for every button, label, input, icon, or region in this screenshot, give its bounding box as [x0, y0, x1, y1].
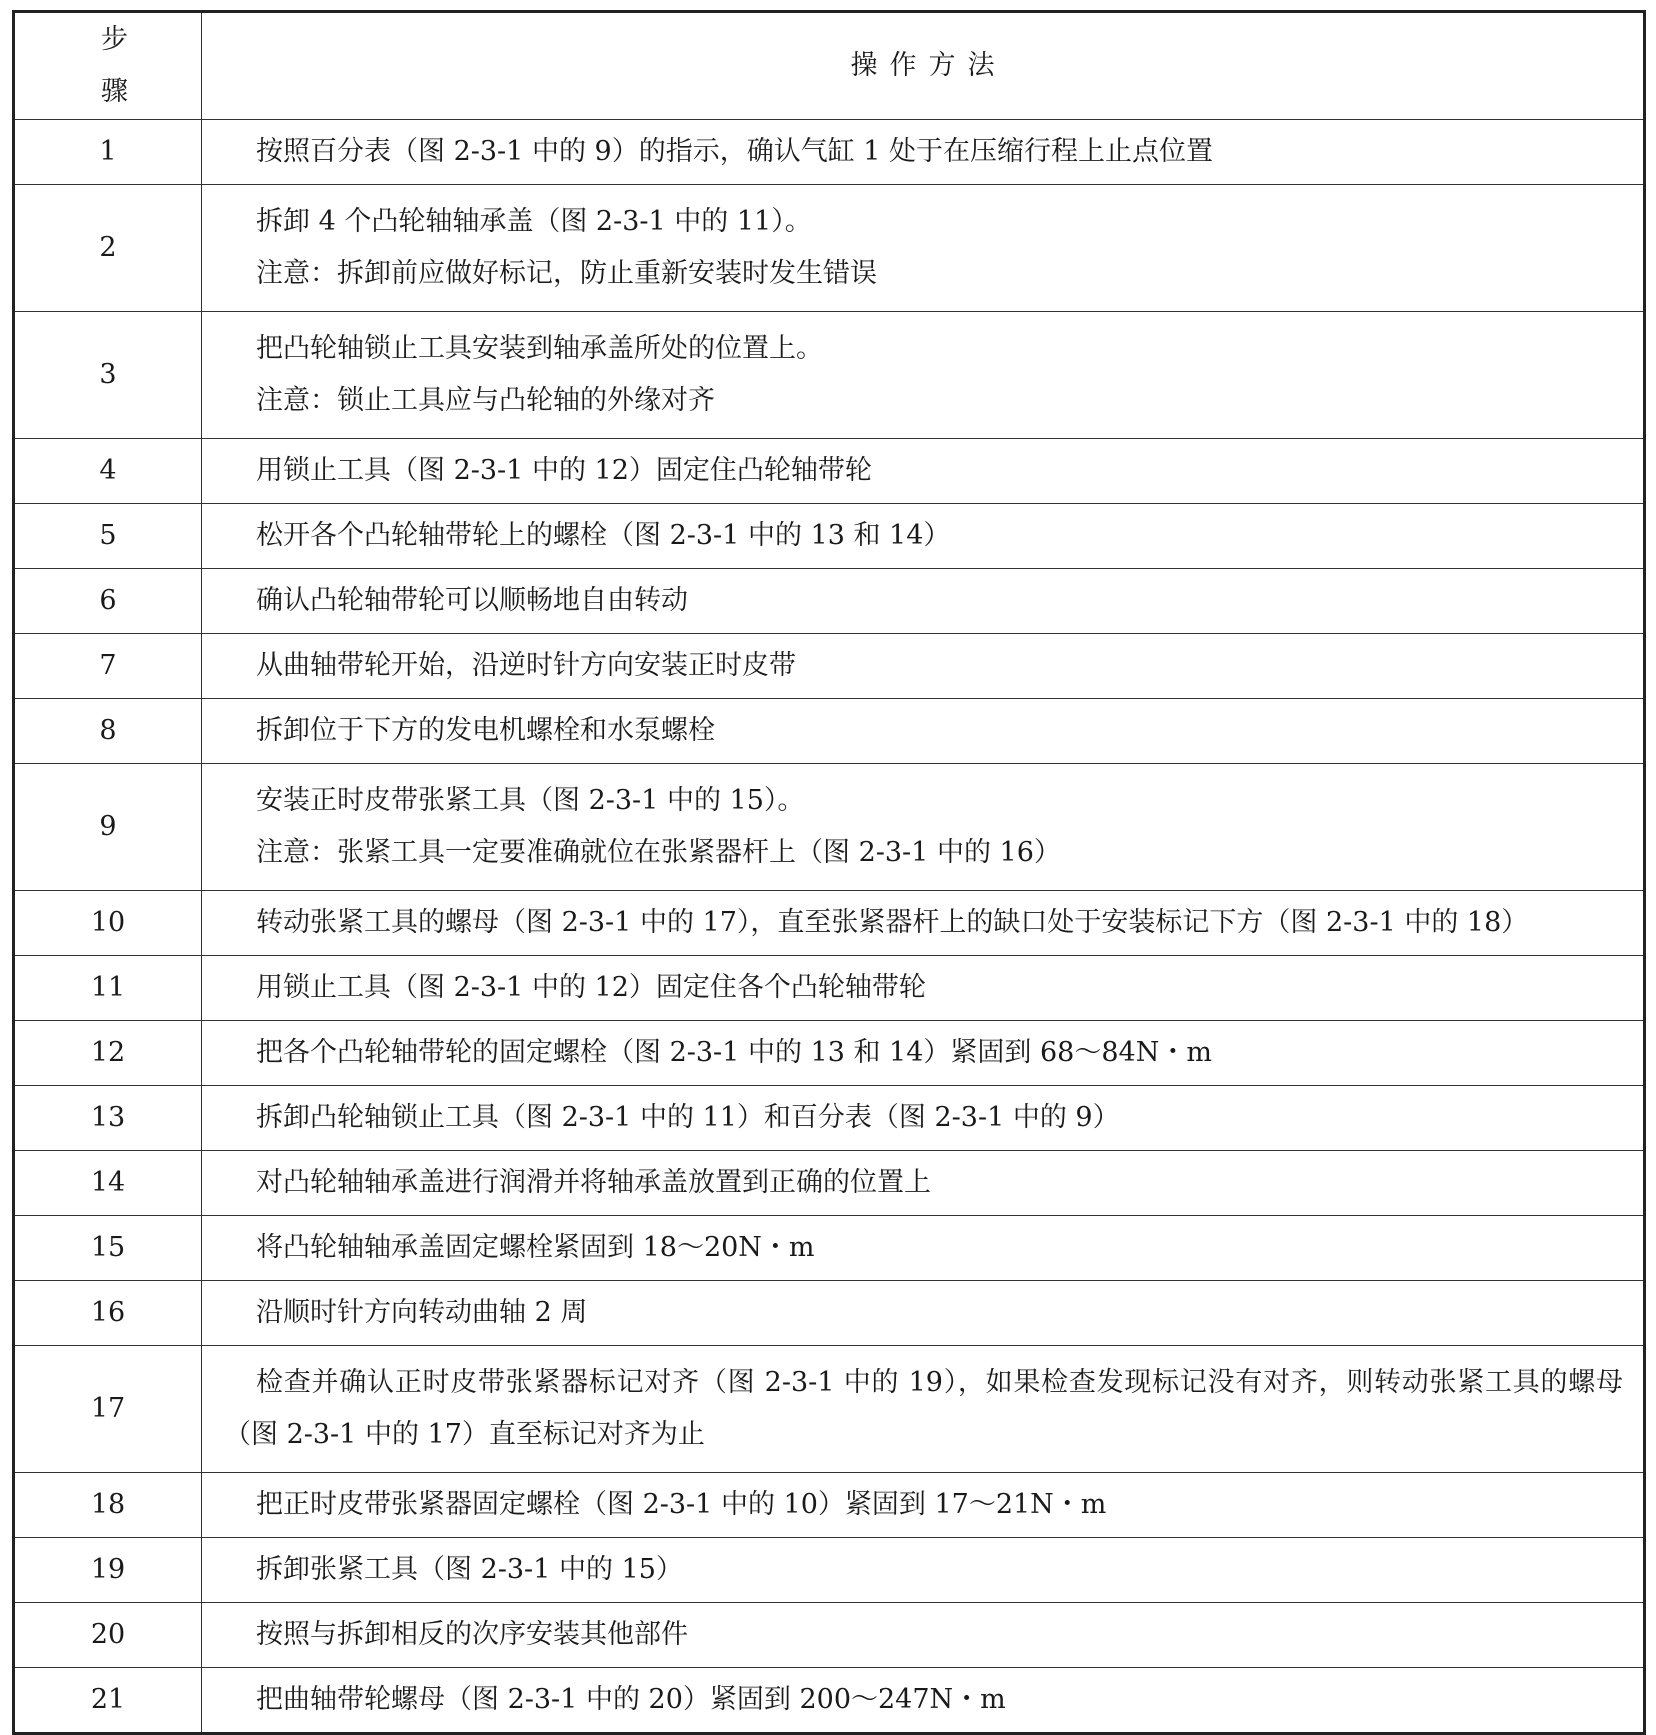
header-step	[14, 12, 356, 120]
method-cell	[202, 1603, 1645, 1668]
method-text: 将凸轮轴轴承盖固定螺栓紧固到 18～20N・m	[256, 1232, 815, 1263]
method-cell	[202, 312, 1645, 439]
table-row	[14, 1538, 1645, 1603]
method-cell	[202, 891, 1645, 956]
method-note: 注意：锁止工具应与凸轮轴的外缘对齐	[256, 385, 715, 416]
step-number: 1	[14, 120, 202, 185]
table-row	[14, 120, 1645, 185]
header-method-label: 操作方法	[850, 50, 1007, 81]
method-note: 注意：张紧工具一定要准确就位在张紧器杆上（图 2-3-1 中的 16）	[256, 837, 1061, 868]
method-cell	[202, 569, 1645, 634]
table-row	[14, 1151, 1645, 1216]
table-row	[14, 1603, 1645, 1668]
table-row	[14, 634, 1645, 699]
method-cell	[202, 1473, 1645, 1538]
step-number: 13	[14, 1086, 202, 1151]
table-row	[14, 1216, 1645, 1281]
step-number: 20	[14, 1603, 202, 1668]
method-text: 把各个凸轮轴带轮的固定螺栓（图 2-3-1 中的 13 和 14）紧固到 68～84N・m	[256, 1037, 1212, 1068]
table-row	[14, 1473, 1645, 1538]
step-number: 5	[14, 504, 202, 569]
step-number: 7	[14, 634, 202, 699]
step-number: 10	[14, 891, 202, 956]
step-number: 6	[14, 569, 202, 634]
method-text: 沿顺时针方向转动曲轴 2 周	[256, 1297, 588, 1328]
method-text: 安装正时皮带张紧工具（图 2-3-1 中的 15）。	[256, 785, 805, 816]
table-row	[14, 439, 1645, 504]
table-row	[14, 1086, 1645, 1151]
table-row	[14, 312, 1645, 439]
method-cell	[202, 1281, 1645, 1346]
method-cell	[202, 1346, 1645, 1473]
method-cell	[202, 764, 1645, 891]
table-row	[14, 699, 1645, 764]
table-row	[14, 956, 1645, 1021]
step-number: 21	[14, 1668, 202, 1734]
table-body	[14, 120, 1645, 1734]
method-cell	[202, 1021, 1645, 1086]
method-text: 拆卸 4 个凸轮轴轴承盖（图 2-3-1 中的 11）。	[256, 206, 812, 237]
header-method	[202, 12, 1645, 120]
table-row	[14, 1021, 1645, 1086]
method-text: 把曲轴带轮螺母（图 2-3-1 中的 20）紧固到 200～247N・m	[256, 1684, 1006, 1715]
table-row	[14, 1281, 1645, 1346]
method-text: 拆卸位于下方的发电机螺栓和水泵螺栓	[256, 715, 715, 746]
method-text: 从曲轴带轮开始，沿逆时针方向安装正时皮带	[256, 650, 796, 681]
method-text: 按照百分表（图 2-3-1 中的 9）的指示，确认气缸 1 处于在压缩行程上止点位置	[256, 136, 1214, 167]
header-row	[14, 12, 1645, 120]
table-row	[14, 1346, 1645, 1473]
method-cell	[202, 1216, 1645, 1281]
method-text: 把正时皮带张紧器固定螺栓（图 2-3-1 中的 10）紧固到 17～21N・m	[256, 1489, 1107, 1520]
step-number: 9	[14, 764, 202, 891]
method-text: 用锁止工具（图 2-3-1 中的 12）固定住凸轮轴带轮	[256, 455, 872, 486]
method-cell	[202, 120, 1645, 185]
method-cell	[202, 1538, 1645, 1603]
method-note: 注意：拆卸前应做好标记，防止重新安装时发生错误	[256, 258, 877, 289]
method-cell	[202, 185, 1645, 312]
step-number: 3	[14, 312, 202, 439]
step-number: 12	[14, 1021, 202, 1086]
procedure-table	[12, 10, 1646, 1735]
method-text: 把凸轮轴锁止工具安装到轴承盖所处的位置上。	[256, 333, 823, 364]
table-row	[14, 185, 1645, 312]
step-number: 18	[14, 1473, 202, 1538]
step-number: 19	[14, 1538, 202, 1603]
table-row	[14, 504, 1645, 569]
method-cell	[202, 439, 1645, 504]
method-cell	[202, 1668, 1645, 1734]
method-text: 转动张紧工具的螺母（图 2-3-1 中的 17），直至张紧器杆上的缺口处于安装标记下方（图 2-3-1 中的 18）	[256, 907, 1529, 938]
table-row	[14, 764, 1645, 891]
step-number: 14	[14, 1151, 202, 1216]
method-cell	[202, 956, 1645, 1021]
method-text: 按照与拆卸相反的次序安装其他部件	[256, 1619, 688, 1650]
method-text: 松开各个凸轮轴带轮上的螺栓（图 2-3-1 中的 13 和 14）	[256, 520, 951, 551]
table-row	[14, 891, 1645, 956]
method-cell	[202, 504, 1645, 569]
header-step-label: 步 骤	[101, 24, 356, 107]
method-text: 对凸轮轴轴承盖进行润滑并将轴承盖放置到正确的位置上	[256, 1167, 931, 1198]
step-number: 11	[14, 956, 202, 1021]
method-text: 拆卸张紧工具（图 2-3-1 中的 15）	[256, 1554, 683, 1585]
step-number: 15	[14, 1216, 202, 1281]
method-text: 确认凸轮轴带轮可以顺畅地自由转动	[256, 585, 688, 616]
method-cell	[202, 1086, 1645, 1151]
step-number: 17	[14, 1346, 202, 1473]
method-text: 检查并确认正时皮带张紧器标记对齐（图 2-3-1 中的 19），如果检查发现标记没有对齐，则转动张紧工具的螺母（图 2-3-1 中的 17）直至标记对齐为止	[224, 1367, 1623, 1450]
step-number: 16	[14, 1281, 202, 1346]
method-cell	[202, 1151, 1645, 1216]
table-row	[14, 1668, 1645, 1734]
step-number: 2	[14, 185, 202, 312]
method-text: 拆卸凸轮轴锁止工具（图 2-3-1 中的 11）和百分表（图 2-3-1 中的 9）	[256, 1102, 1120, 1133]
method-cell	[202, 634, 1645, 699]
method-cell	[202, 699, 1645, 764]
table-header	[14, 12, 1645, 120]
step-number: 8	[14, 699, 202, 764]
table-row	[14, 569, 1645, 634]
step-number: 4	[14, 439, 202, 504]
method-text: 用锁止工具（图 2-3-1 中的 12）固定住各个凸轮轴带轮	[256, 972, 926, 1003]
